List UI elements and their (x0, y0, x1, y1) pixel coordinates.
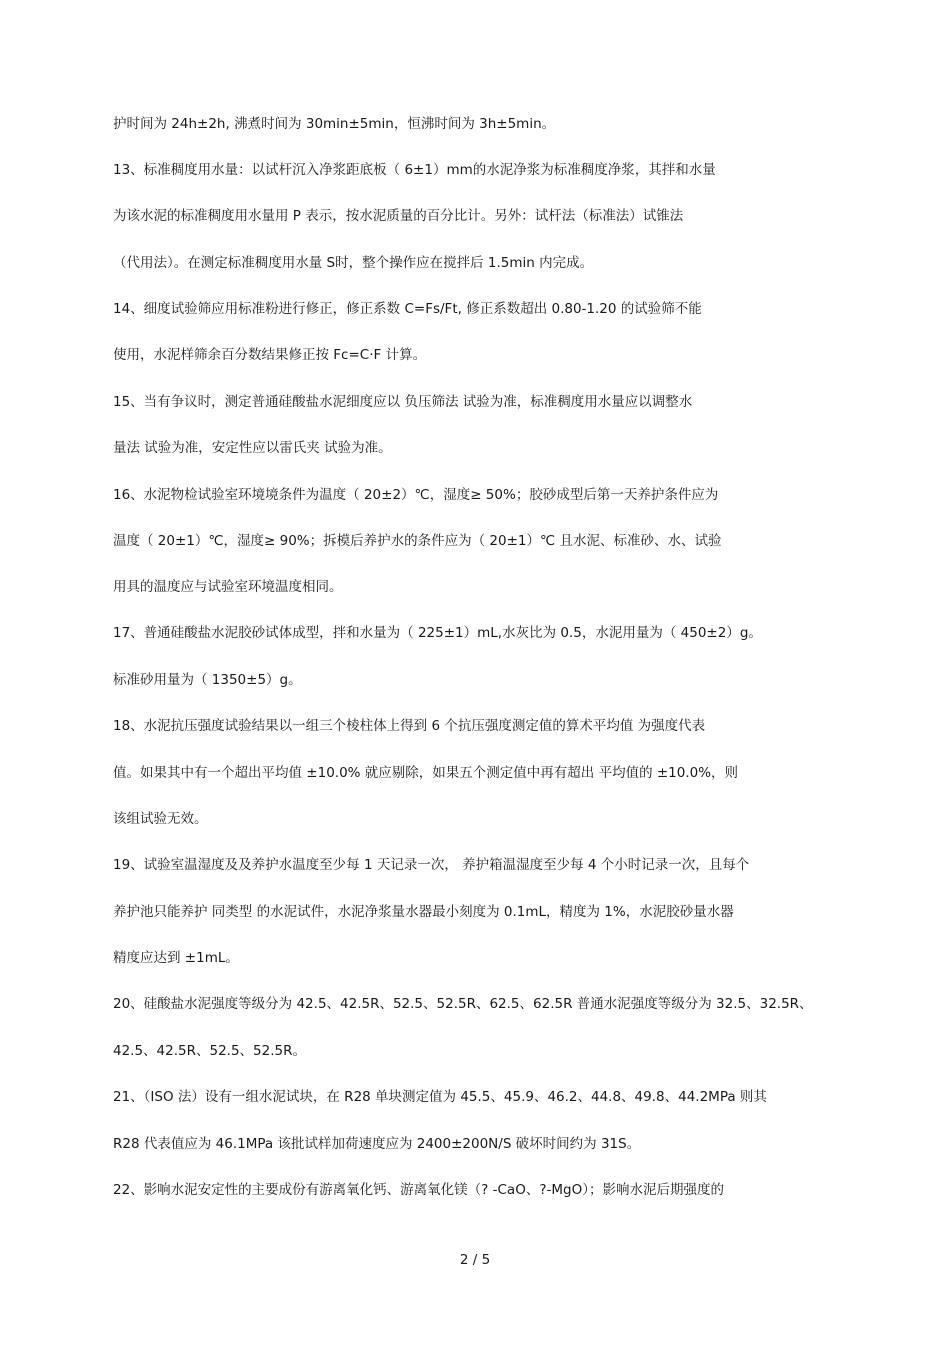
text-line: 值。如果其中有一个超出平均值 ±10.0% 就应剔除，如果五个测定值中再有超出 平均值的 ±10.0%，则 (113, 765, 739, 781)
text-line: 量法 试验为准，安定性应以雷氏夹 试验为准。 (113, 440, 392, 456)
text-line: 20、硅酸盐水泥强度等级分为 42.5、42.5R、52.5、52.5R、62.5、62.5R 普通水泥强度等级分为 32.5、32.5R、 (113, 996, 813, 1012)
text-line: 42.5、42.5R、52.5、52.5R。 (113, 1043, 306, 1059)
text-line: 17、普通硅酸盐水泥胶砂试体成型，拌和水量为（ 225±1）mL,水灰比为 0.5，水泥用量为（ 450±2）g。 (113, 625, 762, 641)
page-number: 2 / 5 (459, 1252, 491, 1268)
text-line: 标准砂用量为（ 1350±5）g。 (113, 672, 302, 688)
text-line: 养护池只能养护 同类型 的水泥试件，水泥净浆量水器最小刻度为 0.1mL，精度为 1%，水泥胶砂量水器 (113, 904, 734, 920)
text-line: 22、影响水泥安定性的主要成份有游离氧化钙、游离氧化镁（? -CaO、?-MgO）；影响水泥后期强度的 (113, 1182, 724, 1198)
text-line: 21、（ISO 法）设有一组水泥试块，在 R28 单块测定值为 45.5、45.9、46.2、44.8、49.8、44.2MPa 则其 (113, 1089, 767, 1105)
text-line: 为该水泥的标准稠度用水量用 P 表示，按水泥质量的百分比计。另外：试杆法（标准法）试锥法 (113, 208, 684, 224)
text-line: 该组试验无效。 (113, 811, 208, 827)
text-line: （代用法）。在测定标准稠度用水量 S时，整个操作应在搅拌后 1.5min 内完成。 (113, 255, 594, 271)
text-line: 护时间为 24h±2h, 沸煮时间为 30min±5min，恒沸时间为 3h±5min。 (113, 116, 556, 132)
text-line: 使用，水泥样筛余百分数结果修正按 Fc=C·F 计算。 (113, 347, 427, 363)
text-line: 16、水泥物检试验室环境境条件为温度（ 20±2）℃，湿度≥ 50%；胶砂成型后第一天养护条件应为 (113, 487, 719, 503)
text-line: 用具的温度应与试验室环境温度相同。 (113, 579, 343, 595)
text-line: 14、细度试验筛应用标准粉进行修正，修正系数 C=Fs/Ft, 修正系数超出 0.80-1.20 的试验筛不能 (113, 301, 702, 317)
text-line: 18、水泥抗压强度试验结果以一组三个棱柱体上得到 6 个抗压强度测定值的算术平均值 为强度代表 (113, 718, 706, 734)
text-line: R28 代表值应为 46.1MPa 该批试样加荷速度应为 2400±200N/S 破坏时间约为 31S。 (113, 1136, 641, 1152)
text-line: 15、当有争议时，测定普通硅酸盐水泥细度应以 负压筛法 试验为准，标准稠度用水量应以调整水 (113, 394, 693, 410)
text-line: 温度（ 20±1）℃，湿度≥ 90%；拆模后养护水的条件应为（ 20±1）℃ 且水泥、标准砂、水、试验 (113, 533, 722, 549)
text-line: 19、试验室温湿度及及养护水温度至少每 1 天记录一次， 养护箱温湿度至少每 4 个小时记录一次，且每个 (113, 857, 750, 873)
text-line: 精度应达到 ±1mL。 (113, 950, 239, 966)
text-line: 13、标准稠度用水量：以试杆沉入净浆距底板（ 6±1）mm的水泥净浆为标准稠度净浆，其拌和水量 (113, 162, 716, 178)
